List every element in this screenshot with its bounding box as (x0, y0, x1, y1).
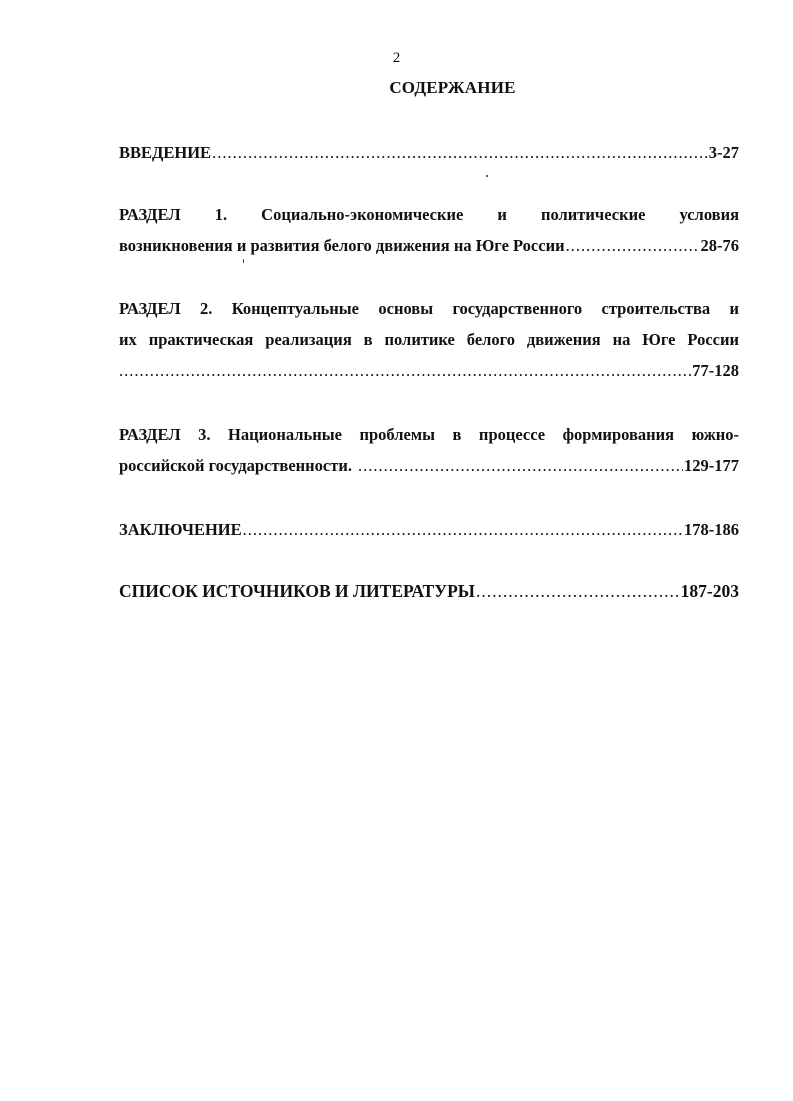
scan-speck (486, 175, 488, 177)
toc-entry-label: ВВЕДЕНИЕ (119, 143, 212, 162)
toc-entry-pages: 3-27 (708, 143, 739, 162)
scan-speck (243, 259, 244, 263)
toc-entry-line2: российской государственности. (119, 456, 352, 475)
dot-leader (243, 514, 683, 545)
toc-entry-introduction (119, 137, 739, 168)
toc-entry-section-1 (119, 199, 739, 261)
toc-entry-pages: 187-203 (680, 581, 739, 601)
toc-entry-label: ЗАКЛЮЧЕНИЕ (119, 520, 242, 539)
toc-entry-line1: РАЗДЕЛ 3. Национальные проблемы в процессе формирования южно- (119, 425, 739, 444)
toc-entry-line1: РАЗДЕЛ 1. Социально-экономические и политические условия (119, 205, 739, 224)
toc-entry-pages: 129-177 (684, 456, 739, 475)
page-number: 2 (392, 50, 401, 66)
toc-entry-line1: РАЗДЕЛ 2. Концептуальные основы государственного строительства и (119, 299, 739, 318)
toc-entry-pages: 77-128 (692, 361, 739, 380)
toc-entry-line2: возникновения и развития белого движения на Юге России (119, 236, 565, 255)
toc-entry-label: СПИСОК ИСТОЧНИКОВ И ЛИТЕРАТУРЫ (119, 581, 475, 601)
dot-leader (358, 450, 683, 481)
dot-leader (476, 576, 680, 607)
toc-entry-section-3 (119, 419, 739, 481)
toc-entry-bibliography (119, 576, 739, 607)
toc-entry-pages: 178-186 (684, 520, 739, 539)
toc-entry-pages: 28-76 (700, 236, 739, 255)
toc-entry-section-2 (119, 293, 739, 386)
page-title: СОДЕРЖАНИЕ (389, 78, 516, 97)
toc-entry-conclusion (119, 514, 739, 545)
toc-entry-line2: их практическая реализация в политике белого движения на Юге России (119, 330, 739, 349)
dot-leader (119, 355, 691, 386)
dot-leader (566, 230, 700, 261)
dot-leader (212, 137, 708, 168)
